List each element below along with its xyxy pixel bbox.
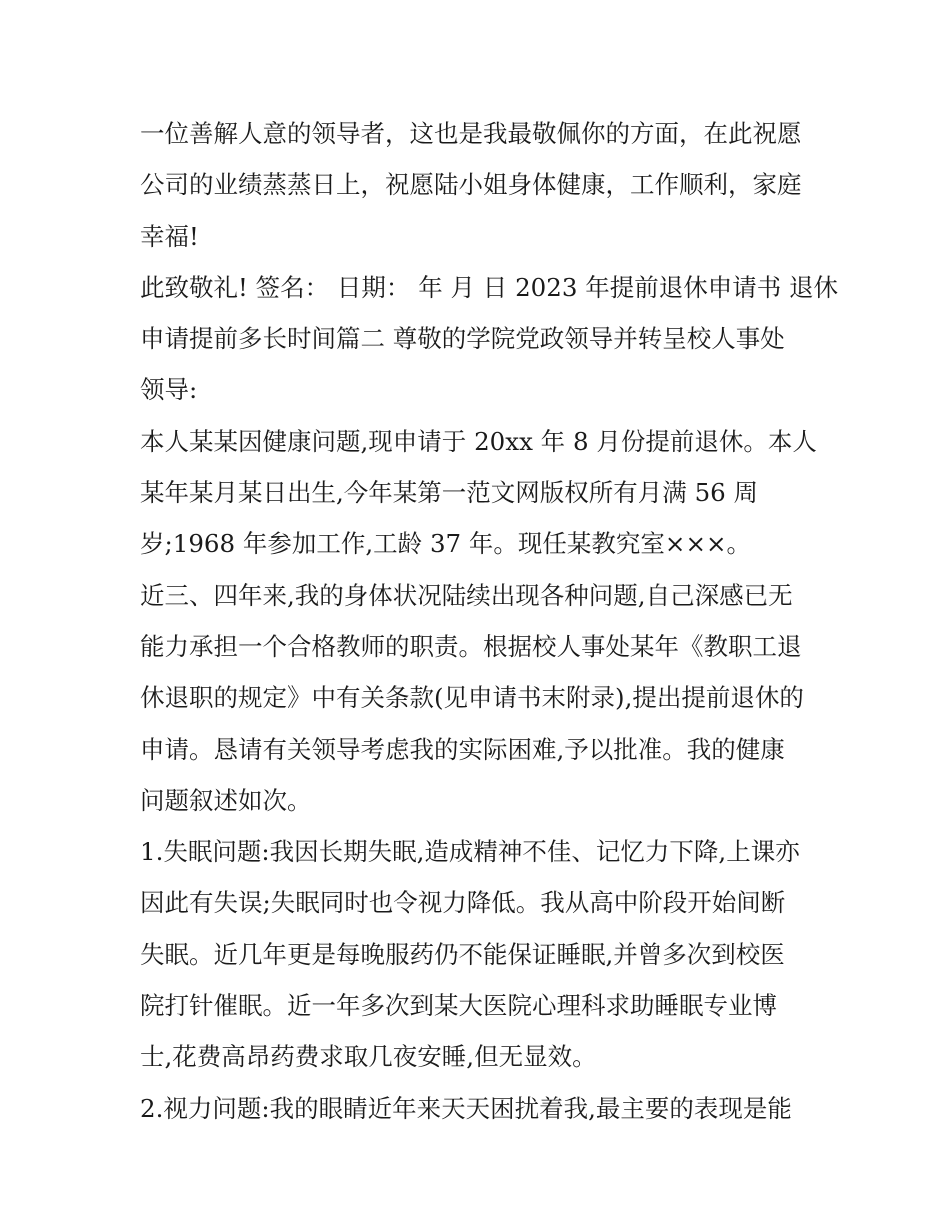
text-line: 申请提前多长时间篇二 尊敬的学院党政领导并转呈校人事处 [140,324,785,354]
document-body [140,108,838,1134]
text-line: 领导: [140,375,198,405]
text-line: 某年某月某日出生,今年某第一范文网版权所有月满 56 周 [140,478,759,508]
text-line: 问题叙述如次。 [140,785,312,815]
text-line: 此致敬礼! 签名： 日期： 年 月 日 2023 年提前退休申请书 退休 [140,272,838,302]
text-line: 1.失眠问题:我因长期失眠,造成精神不佳、记忆力下降,上课亦 [140,837,800,867]
text-line: 近三、四年来,我的身体状况陆续出现各种问题,自己深感已无 [140,580,793,610]
text-line: 院打针催眠。近一年多次到某大医院心理科求助睡眠专业博 [140,991,777,1021]
text-line: 休退职的规定》中有关条款(见申请书末附录),提出提前退休的 [140,683,804,713]
text-line: 公司的业绩蒸蒸日上，祝愿陆小姐身体健康，工作顺利，家庭 [140,170,802,200]
text-line: 岁;1968 年参加工作,工龄 37 年。现任某教究室×××。 [140,529,752,559]
text-line: 一位善解人意的领导者，这也是我最敬佩你的方面，在此祝愿 [140,119,802,148]
text-line: 因此有失误;失眠同时也令视力降低。我从高中阶段开始间断 [140,888,786,918]
text-line: 士,花费高昂药费求取几夜安睡,但无显效。 [140,1042,597,1072]
text-line: 幸福! [140,221,199,251]
text-line: 失眠。近几年更是每晚服药仍不能保证睡眠,并曾多次到校医 [140,939,785,969]
text-line: 申请。恳请有关领导考虑我的实际困难,予以批准。我的健康 [140,734,785,764]
text-line: 本人某某因健康问题,现申请于 20xx 年 8 月份提前退休。本人 [140,426,817,456]
text-line: 2.视力问题:我的眼睛近年来天天困扰着我,最主要的表现是能 [140,1093,792,1123]
text-line: 能力承担一个合格教师的职责。根据校人事处某年《教职工退 [140,631,802,661]
